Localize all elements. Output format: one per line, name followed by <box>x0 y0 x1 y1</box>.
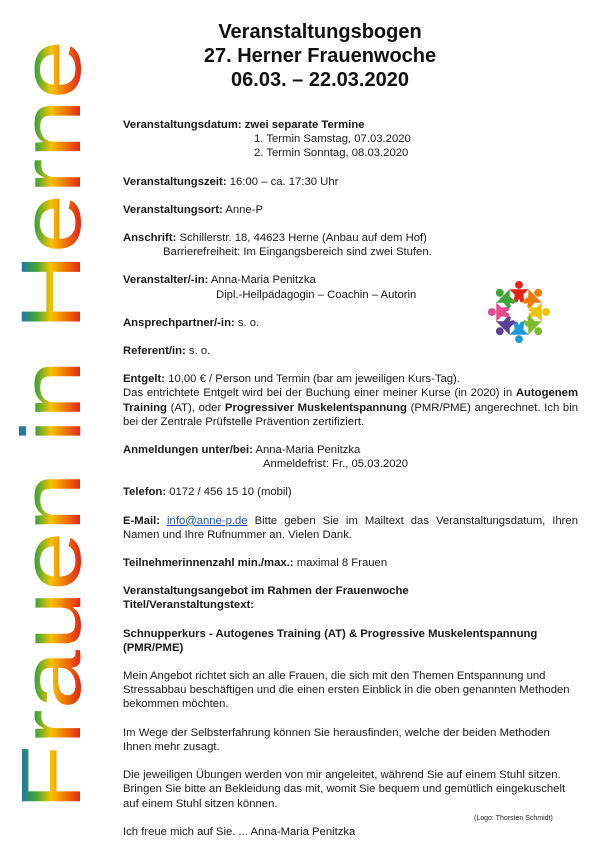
paragraph-2: Im Wege der Selbsterfahrung können Sie herausfinden, welche der beiden Methoden Ihnen mehr zusagt. <box>123 726 550 753</box>
field-teilnehmer <box>123 556 578 570</box>
entgelt-description <box>123 386 578 429</box>
side-title-frauen-in-herne <box>4 20 98 820</box>
field-teilnehmer-value: maximal 8 Frauen <box>296 557 388 570</box>
course-title: Schnupperkurs - Autogenes Training (AT) & Progressive Muskelentspannung (PMR/PME) <box>123 627 538 654</box>
document-header <box>150 20 490 92</box>
field-anmeldung-label: Anmeldungen unter/bei: <box>123 444 253 457</box>
header-title: Veranstaltungsbogen <box>218 21 422 43</box>
logo-caption: (Logo: Thorsten Schmidt) <box>474 815 553 822</box>
field-ort-value: Anne-P <box>225 203 264 216</box>
field-entgelt-label: Entgelt: <box>123 373 166 386</box>
email-link[interactable]: info@anne-p.de <box>167 514 248 527</box>
field-anschrift-label: Anschrift: <box>123 232 177 245</box>
field-telefon-label: Telefon: <box>123 486 167 499</box>
termin-1: 1. Termin Samstag, 07.03.2020 <box>254 133 411 146</box>
entgelt-text-3: (PMR/PME) angerechnet. Ich bin bei der Zentrale Prüfstelle Prävention zertifiziert. <box>123 401 579 428</box>
field-ort-label: Veranstaltungsort: <box>123 203 223 216</box>
field-veranstalter <box>123 273 578 287</box>
field-teilnehmer-label: Teilnehmerinnenzahl min./max.: <box>123 557 294 570</box>
closing-line: Ich freue mich auf Sie. ... Anna-Maria Penitzka <box>123 825 356 838</box>
field-referent <box>123 344 578 358</box>
field-anmeldefrist: Anmeldefrist: Fr., 05.03.2020 <box>263 458 409 471</box>
field-email-label: E-Mail: <box>123 514 161 527</box>
field-anschrift <box>123 231 578 245</box>
event-form-content <box>123 118 578 839</box>
field-barrierefreiheit: Barrierefreiheit: Im Eingangsbereich sind zwei Stufen. <box>163 246 432 259</box>
field-telefon <box>123 485 578 499</box>
field-ort <box>123 203 578 217</box>
field-zeit <box>123 175 578 189</box>
field-anmeldung-value: Anna-Maria Penitzka <box>255 444 361 457</box>
field-datum <box>123 118 578 132</box>
entgelt-at: Autogenem Training <box>123 387 578 414</box>
angebot-line-2: Titel/Veranstaltungstext: <box>123 599 254 612</box>
field-ansprech-label: Ansprechpartner/-in: <box>123 316 235 329</box>
header-date-range: 06.03. – 22.03.2020 <box>231 69 409 91</box>
header-event-name: 27. Herner Frauenwoche <box>203 45 437 67</box>
paragraph-1: Mein Angebot richtet sich an alle Frauen, die sich mit den Themen Entspannung und Stressabbau beschäftigen und die einen ersten Einblick in die oben genannten Methoden bekommen möchten. <box>123 670 570 711</box>
paragraph-3: Die jeweiligen Übungen werden von mir angeleitet, während Sie auf einem Stuhl sitzen. Bringen Sie bitte an Bekleidung das mit, womit Sie bequem und gemütlich eingekuschelt auf einem Stuhl sitzen können. <box>123 769 566 810</box>
field-anmeldung <box>123 443 578 457</box>
field-entgelt <box>123 372 578 386</box>
field-entgelt-value: 10,00 € / Person und Termin (bar am jeweiligen Kurs-Tag). <box>168 373 460 386</box>
field-veranstalter-label: Veranstalter/-in: <box>123 274 209 287</box>
side-title-text: Frauen in Herne <box>4 203 98 810</box>
entgelt-pmr: Progressiver Muskelentspannung <box>224 401 407 414</box>
side-title-svg <box>4 20 98 820</box>
termin-2: 2. Termin Sonntag, 08.03.2020 <box>254 147 409 160</box>
field-referent-label: Referent/in: <box>123 345 186 358</box>
field-datum-label: Veranstaltungsdatum: <box>123 119 242 131</box>
entgelt-text-1: Das entrichtete Entgelt wird bei der Buchung einer meiner Kurse (in 2020) in <box>123 387 513 400</box>
field-zeit-value: 16:00 – ca. 17:30 Uhr <box>229 175 339 188</box>
field-zeit-label: Veranstaltungszeit: <box>123 175 227 188</box>
field-email <box>123 514 578 542</box>
field-email-text: Bitte geben Sie im Mailtext das Veranstaltungsdatum, Ihren Namen und Ihre Rufnummer an. Vielen Dank. <box>123 514 578 541</box>
field-anschrift-value: Schillerstr. 18, 44623 Herne (Anbau auf dem Hof) <box>179 232 427 245</box>
field-ansprechpartner <box>123 316 578 330</box>
field-veranstalter-value: Anna-Maria Penitzka <box>210 274 316 287</box>
field-telefon-value: 0172 / 456 15 10 (mobil) <box>169 486 292 499</box>
field-datum-value: zwei separate Termine <box>244 119 365 131</box>
entgelt-text-2: (AT), oder <box>170 401 222 414</box>
field-ansprech-value: s. o. <box>237 316 260 329</box>
angebot-line-1: Veranstaltungsangebot im Rahmen der Frauenwoche <box>123 585 409 598</box>
field-referent-value: s. o. <box>188 345 211 358</box>
field-veranstalter-title: Dipl.-Heilpädagogin – Coachin – Autorin <box>216 288 417 301</box>
